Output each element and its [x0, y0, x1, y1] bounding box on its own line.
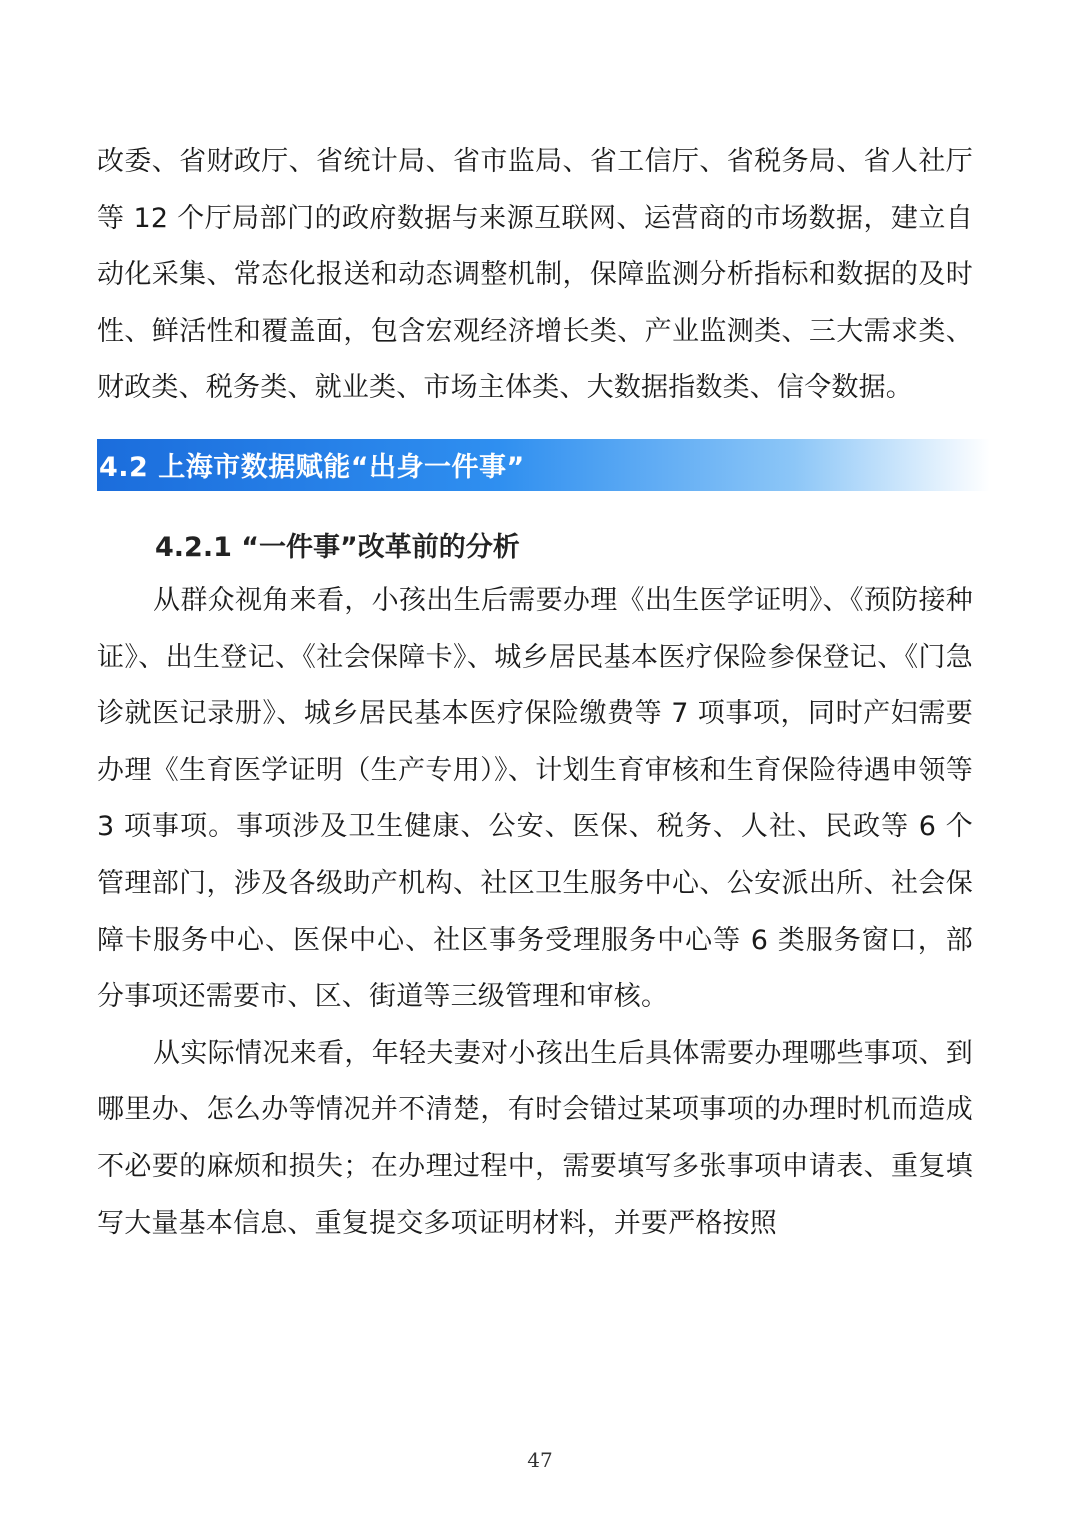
section-title: 4.2 上海市数据赋能“出身一件事” [99, 452, 525, 484]
paragraph-public-perspective: 从群众视角来看，小孩出生后需要办理《出生医学证明》、《预防接种证》、出生登记、《社会保障卡》、城乡居民基本医疗保险参保登记、《门急诊就医记录册》、城乡居民基本医疗保险缴费等 7 项事项，同时产妇需要办理《生育医学证明（生产专用）》、计划生育审核和生育保险待遇申领等 3 项事项。事项涉及卫生健康、公安、医保、税务、人社、民政等 6 个管理部门，涉及各级助产机构、社区卫生服务中心、公安派出所、社会保障卡服务中心、医保中心、社区事务受理服务中心等 6 类服务窗口，部分事项还需要市、区、街道等三级管理和审核。 [97, 584, 973, 1013]
page-content [97, 134, 973, 1252]
paragraph-intro-continued: 改委、省财政厅、省统计局、省市监局、省工信厅、省税务局、省人社厅等 12 个厅局部门的政府数据与来源互联网、运营商的市场数据，建立自动化采集、常态化报送和动态调整机制，保障监测分析指标和数据的及时性、鲜活性和覆盖面，包含宏观经济增长类、产业监测类、三大需求类、财政类、税务类、就业类、市场主体类、大数据指数类、信令数据。 [97, 146, 973, 404]
page-number: 47 [527, 1448, 553, 1472]
subsection-title: 4.2.1 “一件事”改革前的分析 [155, 531, 520, 563]
paragraph-actual-situation: 从实际情况来看，年轻夫妻对小孩出生后具体需要办理哪些事项、到哪里办、怎么办等情况并不清楚，有时会错过某项事项的办理时机而造成不必要的麻烦和损失；在办理过程中，需要填写多张事项申请表、重复填写大量基本信息、重复提交多项证明材料，并要严格按照 [97, 1037, 973, 1239]
section-heading-bar [97, 439, 990, 491]
